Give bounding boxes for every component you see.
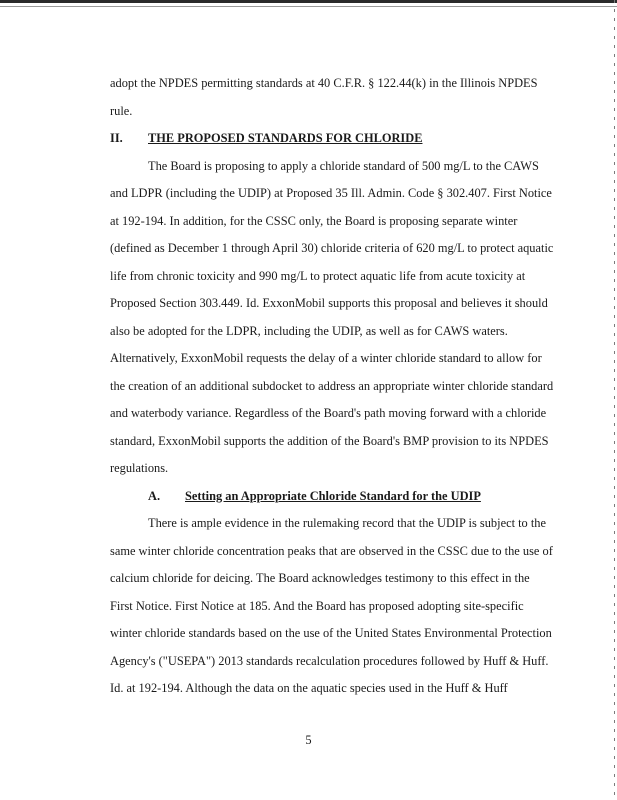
text-line: standard, ExxonMobil supports the addition of the Board's BMP provision to its NPDES	[110, 433, 549, 448]
text-line: (defined as December 1 through April 30) chloride criteria of 620 mg/L to protect aquatic	[110, 241, 554, 255]
section-title: THE PROPOSED STANDARDS FOR CHLORIDE	[148, 131, 423, 145]
text-line: Agency's ("USEPA") 2013 standards recalculation procedures followed by Huff & Huff.	[110, 653, 549, 668]
text-line: calcium chloride for deicing. The Board acknowledges testimony to this effect in the	[110, 571, 530, 585]
scan-top-border	[0, 0, 617, 3]
text-line: and LDPR (including the UDIP) at Proposed 35 Ill. Admin. Code § 302.407. First Notice	[110, 186, 552, 200]
text-line: Id. at 192-194. Although the data on the aquatic species used in the Huff & Huff	[110, 681, 508, 695]
text-line: Proposed Section 303.449. Id. ExxonMobil supports this proposal and believes it should	[110, 296, 548, 310]
section-heading	[110, 125, 545, 153]
text-line: rule.	[110, 103, 133, 118]
document-body	[110, 70, 554, 703]
scan-top-border-thin	[0, 6, 617, 7]
subsection-heading	[110, 483, 545, 511]
section-number: II.	[110, 131, 123, 145]
subsection-title: Setting an Appropriate Chloride Standard for the UDIP	[185, 488, 481, 503]
text-line: There is ample evidence in the rulemaking record that the UDIP is subject to the	[148, 516, 546, 530]
text-line: also be adopted for the LDPR, including the UDIP, as well as for CAWS waters.	[110, 323, 508, 338]
text-line: regulations.	[110, 461, 169, 475]
text-line: same winter chloride concentration peaks that are observed in the CSSC due to the use of	[110, 543, 553, 558]
text-line: The Board is proposing to apply a chloride standard of 500 mg/L to the CAWS	[148, 158, 539, 173]
scan-right-edge	[614, 0, 615, 800]
text-line: and waterbody variance. Regardless of the Board's path moving forward with a chloride	[110, 406, 547, 420]
text-line: at 192-194. In addition, for the CSSC only, the Board is proposing separate winter	[110, 213, 518, 228]
subsection-number: A.	[148, 488, 161, 503]
text-line: Alternatively, ExxonMobil requests the delay of a winter chloride standard to allow for	[110, 351, 542, 365]
text-line: adopt the NPDES permitting standards at 40 C.F.R. § 122.44(k) in the Illinois NPDES	[110, 76, 538, 90]
page-number: 5	[305, 733, 312, 747]
text-line: the creation of an additional subdocket to address an appropriate winter chloride standard	[110, 378, 554, 393]
text-line: First Notice. First Notice at 185. And the Board has proposed adopting site-specific	[110, 598, 524, 613]
text-line: winter chloride standards based on the use of the United States Environmental Protection	[110, 626, 552, 640]
text-line: life from chronic toxicity and 990 mg/L to protect aquatic life from acute toxicity at	[110, 268, 526, 283]
